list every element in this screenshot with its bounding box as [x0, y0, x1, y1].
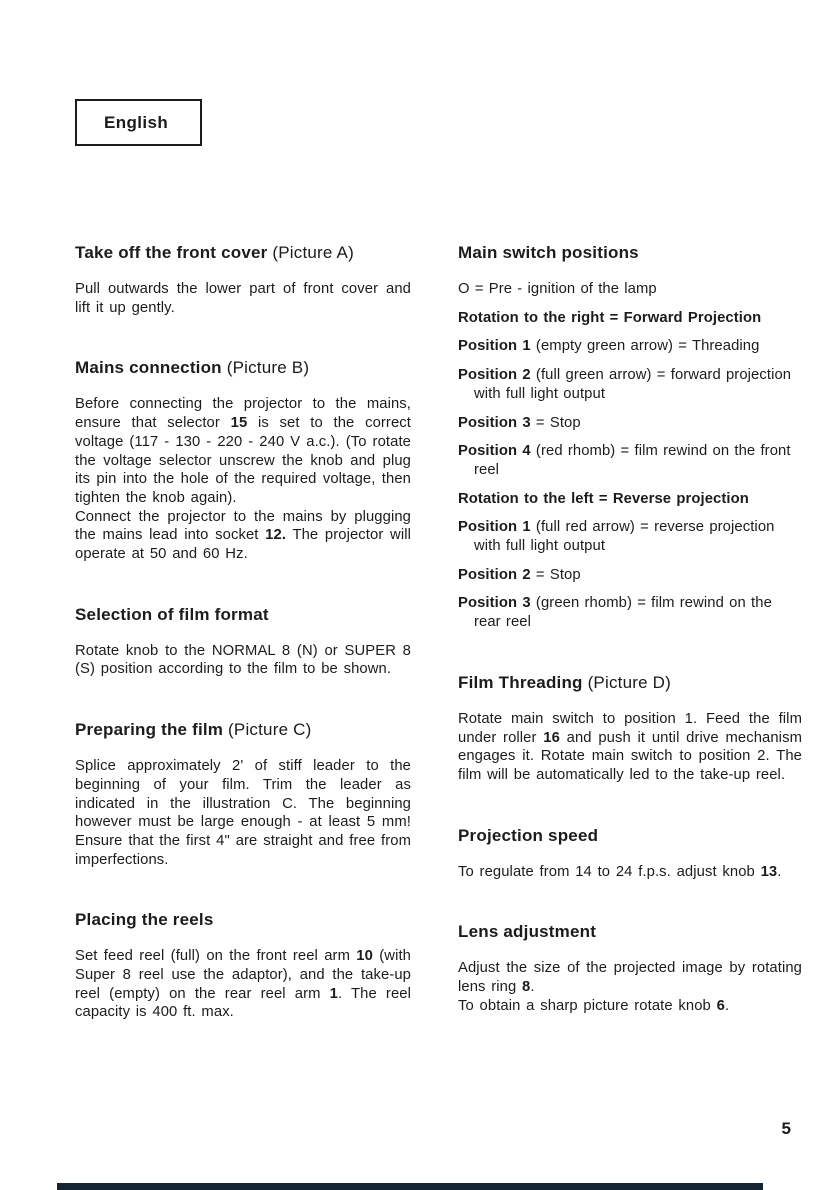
- bold-text: 13: [760, 863, 778, 880]
- switch-position-item: [458, 280, 802, 299]
- section-title-text: Placing the reels: [75, 910, 214, 930]
- text-run: To obtain a sharp picture rotate knob: [458, 997, 717, 1014]
- text-run: Pull outwards the lower part of front cover and lift it up gently.: [75, 281, 411, 316]
- switch-position-item: [458, 337, 802, 356]
- paragraph: [75, 508, 411, 564]
- text-run: O = Pre - ignition of the lamp: [458, 281, 657, 297]
- section-title: [75, 243, 411, 263]
- text-run: Splice approximately 2' of stiff leader to the beginning of your film. Trim the leader as indicated in the illustration C. The beginning however must be large enough - at least 5 mm! Ensure that the first 4" are straight and free from imperfections.: [75, 758, 411, 868]
- section-title: [75, 910, 411, 930]
- section-title: [458, 922, 802, 942]
- text-run: . The reel capacity is 400 ft. max.: [75, 985, 411, 1021]
- paragraph: [75, 947, 411, 1022]
- picture-reference: (Picture D): [582, 672, 671, 692]
- text-run: .: [530, 979, 535, 996]
- switch-position-item: [458, 518, 802, 555]
- bold-text: 10: [356, 948, 373, 965]
- manual-section: [458, 673, 802, 785]
- switch-position-item: [458, 442, 802, 479]
- bold-text: Position 4: [458, 443, 531, 460]
- text-run: Rotate knob to the NORMAL 8 (N) or SUPER 8 (S) position according to the film to be shown.: [75, 642, 411, 678]
- section-title-text: Lens adjustment: [458, 922, 597, 942]
- switch-position-item: [458, 566, 802, 585]
- bold-text: 1: [329, 985, 338, 1002]
- paragraph: [458, 959, 802, 996]
- text-run: The projector will operate at 50 and 60 Hz.: [75, 527, 411, 563]
- text-run: (with Super 8 reel use the adaptor), and the take-up reel (empty) on the rear reel arm: [75, 948, 412, 1002]
- section-title: [75, 605, 411, 625]
- scan-edge-bar: [57, 1183, 763, 1190]
- text-run: (red rhomb) = film rewind on the front reel: [474, 443, 791, 478]
- text-run: (green rhomb) = film rewind on the rear reel: [474, 595, 772, 631]
- section-title: [458, 243, 802, 263]
- paragraph: [75, 642, 411, 679]
- bold-text: Position 3: [458, 414, 531, 431]
- bold-text: 15: [230, 415, 248, 432]
- text-run: Rotate main switch to position 1. Feed the film under roller: [458, 710, 802, 746]
- left-column: [75, 243, 411, 1022]
- paragraph: [458, 710, 802, 785]
- switch-position-item: [458, 366, 802, 403]
- section-title-text: Take off the front cover: [75, 243, 268, 262]
- manual-section: [458, 826, 802, 882]
- right-column: [458, 243, 802, 1022]
- section-title: [75, 358, 411, 378]
- text-run: (full green arrow) = forward projection with full light output: [474, 367, 792, 402]
- text-run: Adjust the size of the projected image by rotating lens ring: [458, 960, 802, 996]
- bold-text: 6: [716, 997, 725, 1014]
- text-run: is set to the correct voltage (117 - 130 - 220 - 240 V a.c.). (To rotate the voltage selector unscrew the knob and plug its pin into the hole of the required voltage, then tighten the knob again).: [75, 415, 411, 506]
- manual-section: [75, 605, 411, 679]
- switch-position-item: [458, 309, 802, 328]
- paragraph: [75, 757, 411, 869]
- text-run: .: [777, 863, 782, 880]
- bold-text: 8: [522, 979, 531, 996]
- language-label-box: [75, 99, 202, 146]
- bold-text: 12.: [265, 527, 287, 544]
- text-run: Connect the projector to the mains by plugging the mains lead into socket: [75, 508, 411, 544]
- manual-section: [75, 358, 411, 563]
- text-run: and push it until drive mechanism engages it. Rotate main switch to position 2. The film will be automatically led to the take-up reel.: [458, 729, 802, 783]
- bold-text: Rotation to the right = Forward Projection: [458, 309, 762, 326]
- content-columns: [75, 243, 802, 1022]
- section-title-text: Film Threading: [458, 672, 583, 692]
- switch-position-item: [458, 490, 802, 509]
- switch-position-item: [458, 594, 802, 631]
- section-title-text: Preparing the film: [75, 720, 224, 740]
- manual-section: [75, 910, 411, 1022]
- bold-text: Rotation to the left = Reverse projection: [458, 490, 749, 507]
- text-run: To regulate from 14 to 24 f.p.s. adjust knob: [458, 863, 761, 880]
- manual-section: [458, 922, 802, 1015]
- paragraph: [458, 863, 802, 882]
- bold-text: Position 1: [458, 338, 531, 355]
- text-run: (empty green arrow) = Threading: [530, 338, 760, 355]
- text-run: (full red arrow) = reverse projection with full light output: [474, 519, 775, 555]
- bold-text: Position 3: [458, 595, 531, 612]
- text-run: = Stop: [530, 414, 581, 431]
- bold-text: Position 2: [458, 566, 531, 583]
- section-title: [458, 673, 802, 693]
- paragraph: [75, 280, 411, 317]
- section-title-text: Projection speed: [458, 825, 599, 845]
- switch-position-item: [458, 414, 802, 433]
- manual-section: [458, 243, 802, 632]
- text-run: Before connecting the projector to the mains, ensure that selector: [75, 396, 411, 432]
- section-title: [75, 720, 411, 740]
- text-run: Set feed reel (full) on the front reel arm: [75, 948, 357, 965]
- text-run: .: [724, 997, 730, 1014]
- language-label: English: [104, 112, 169, 132]
- page-number: 5: [781, 1119, 791, 1138]
- picture-reference: (Picture C): [223, 720, 312, 740]
- bold-text: Position 2: [458, 367, 531, 384]
- bold-text: 16: [543, 729, 560, 746]
- paragraph: [458, 997, 802, 1016]
- text-run: = Stop: [530, 566, 581, 583]
- section-title-text: Main switch positions: [458, 243, 639, 262]
- picture-reference: (Picture A): [267, 243, 354, 262]
- manual-section: [75, 243, 411, 317]
- section-title-text: Selection of film format: [75, 604, 269, 624]
- manual-section: [75, 720, 411, 869]
- section-title: [458, 826, 802, 846]
- picture-reference: (Picture B): [221, 358, 310, 378]
- section-title-text: Mains connection: [75, 358, 222, 378]
- bold-text: Position 1: [458, 519, 531, 536]
- paragraph: [75, 395, 411, 507]
